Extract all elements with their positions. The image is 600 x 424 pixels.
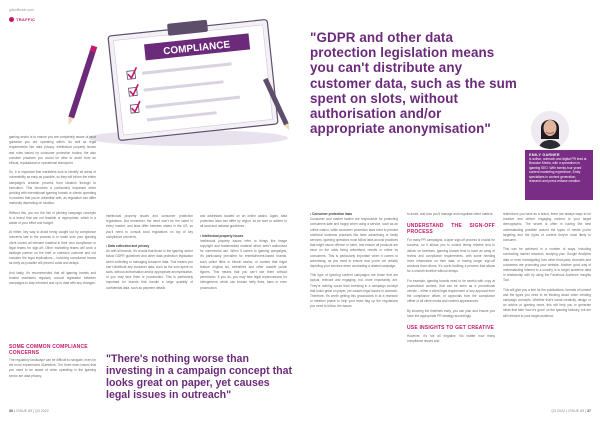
paragraph: For many PR campaigns, a layer sign-off process is crucial for success, so it allows you to control timing release and to deliver on timelines. Igaming brands tend to have an array of review and compliance requirements, with some needing more information on their data, or having longer sign-off windows than others. It's worth building a process that allows for a smooth timeline without delays. [407,238,495,274]
author-name: EMILY GARNER [529,153,560,157]
paragraph: At either, key way to avoid being caught out by compliance concerns late in the process is to make sure your igaming client covers all relevant material in their own compliance or legal teams for sign-off. Other marketing teams will work a strategic partner on the brief or outreach outcome and not consider the legal implications – involving compliance teams as early as possible will prevent costs and delays. [9,230,96,266]
author-avatar [531,111,569,149]
issue-date: Q3 2022 [34,409,49,413]
paragraph: This will give you a feel for the publications, formats of content and the types you need to be thinking about when creating campaign concepts. Whether that's social creativity, design or an advice or igaming news, this will help you to generate ideas that take 'how it's good' on the igaming industry, but are still relevant to your target audience. [503,287,591,318]
subsection-lead: • Intellectual property issues [200,233,244,238]
sign-off-heading: UNDERSTAND THE SIGN-OFF PROCESS [407,223,495,236]
paragraph: and addresses located on an online casino. Again, data protection laws can differ by region, so be sure to adhere to all local and national guidelines. [200,214,287,229]
section-label: TRAFFIC [16,17,36,22]
issue-date: Q3 2022 [551,409,566,413]
paragraph: So, it is important that marketers look to identify all areas of vulnerability as early as possible, so they will inform the entire campaign's creation process from ideation through to execution. This becomes a particularly important when working with international igaming brands or clients operating in markets that you're unfamiliar with, as regulation can differ markedly depending on location. [9,170,96,206]
paragraph: For example, igaming brands need to be careful with copy at promotional content, that can be seen as a promotional vehicle – either a client legal requirement or key approval from the compliance officer, or approvals from the compliance officer of all client media and content appearances. [407,278,495,304]
right-col-2 [407,212,495,348]
left-col-3 [200,214,287,295]
page-number: 37 [587,409,591,413]
compliance-sign-text: COMPLIANCE [162,39,231,58]
compliance-concerns-heading: SOME COMMON COMPLIANCE CONCERNS [9,344,88,356]
paragraph: The regulatory landscape can be difficult to navigate, even for the most experienced iGamblers. The three main issues that you need to be aware of when operating in the igaming sector are data privacy, [9,358,96,378]
issue-label: ISSUE 89 [568,409,585,413]
paragraph: Intellectual property issues refer to things like image copyright and trademarked material which aren't authorised for commercial use. When it comes to igaming campaigns, it's particularly prevalent for entertainment-based brands, such online titles or bitcoin casino, or content that might feature original art, celebrities and other notable public figures. This means that you can't use them without permission. If you do, you may face legal repercussions for infringement, which can include hefty fines, bans or even prosecution. [200,238,287,290]
page-number: 36 [9,409,13,413]
paragraph: Consumer and market bodies are responsible for protecting consumers safe and happy when using a service, such as an online casino, while consumer protection laws exist to prevent unethical business practices like false advertising or faulty services. Igaming operators must follow laws around practices that might cause offence or harm, and ensure all products are clear on the odds being advertised, results or online by consumers. This is particularly important when it comes to advertising, as you need to ensure that you're not unfairly depicting your services when conducting a related campaign. [310,217,398,269]
compliance-illustration [58,10,298,148]
paragraph: gaming sector is to ensure you are completely aware of what guidance you are operating within. As well as legal requirements like data privacy, intellectual property issues and rules issued by consumer protection bodies, the also consider practices you would be wise to avoid from an ethical, reputational or operational standpoint. [9,135,96,166]
right-footer: Q3 2022 • ISSUE 89 | 37 [551,409,591,413]
site-url: gifsoffbrain.com [9,8,35,12]
section-dot-icon [9,17,14,22]
issue-label: ISSUE 89 [16,409,33,413]
paragraph: restrictions you have as a brand, there are always ways to be creative and deliver engaging content to your target demographic. The secret is often in having the best understanding possible around the types of media you're targeting and the types of content they're most likely to consume. [503,212,591,243]
left-col-2 [106,214,193,295]
left-col-1 [9,135,96,290]
subsection-lead: • Data collection and privacy [106,244,150,249]
paragraph: As with all brands, it's crucial that those in the igaming sector follow GDPR guidelines and other data protection legislation when collecting or managing customer data. This means you can't distribute any customer data, such as the sum spent on slots, without authorisation and/or appropriate anonymisation, or you may face fines or prosecution. This is particularly important for brands that handle a large quantity of confidential data, such as payment details [106,249,193,290]
section-badge [9,17,35,22]
paragraph: intellectual property issues and consumer protection regulations. But remember, the need won't be the same in every market, and laws differ between states in the US, so you'll need to consult local regulations on top of key compliance concerns. [106,214,193,239]
right-col-3 [503,212,591,323]
paragraph: And lastly, it's recommended that all igaming brands and trusted marketers regularly consult legislation between campaigns to stay informed and up to date with any changes. [9,270,96,286]
left-footer: 36 • ISSUE 89 | Q3 2022 [9,409,49,413]
right-pull-quote: "GDPR and other data protection legislation means you can't distribute any customer data, such as the sum spent on slots, without authorisation and/or appropriate anonymisation" [310,30,517,137]
paragraph: This type of ignoring content campaigns are those that are topical, relevant and engaging, but, more importantly, are. They're nothing worse than investing in a campaign concept that looks great on paper, yet causes legal issues in outreach. Therefore, it's worth getting this groundwork in at a research or ideation phase to help your team flag up the regulations you need to follow, the issues [310,273,398,309]
author-bio-box [525,150,593,200]
author-bio: is author, outreach and digital PR lead at Brandon Media, with a specialism in igaming SEO. With twenty-four years' content marketing experience, Emily specialises in content generation, research and press release creation. [529,157,587,184]
left-col-1-bottom [9,344,96,379]
paragraph: However, it's not all negative. No matter how many compliance issues and [407,334,495,344]
subsection-lead: • Consumer protection laws [310,212,353,216]
paragraph: This can be achieved in a number of ways, including conducting market research, studying your Google Analytics data or even investigating how other third-party channels and customers are promoting your website. Another good way of understanding interest in a country is to target audience data in relationship with by using the Facebook Audience Insights Tool. [503,247,591,283]
paragraph: Without this, you run the risk of pitching campaign concepts to a brand that are not feasible or appropriate, which is a waste of your effort and budget. [9,210,96,226]
right-col-1 [310,212,398,314]
paragraph: to avoid, and how you'll manage and negotiate client matters. [407,212,494,216]
paragraph: By knowing the timelines early, you can plan and ensure you have the appropriate PR strategy accordingly. [407,308,495,318]
insights-heading: USE INSIGHTS TO GET CREATIVE [407,325,495,332]
left-pull-quote: "There's nothing worse than investing in a campaign concept that looks great on paper, yet causes legal issues in outreach" [106,353,293,401]
